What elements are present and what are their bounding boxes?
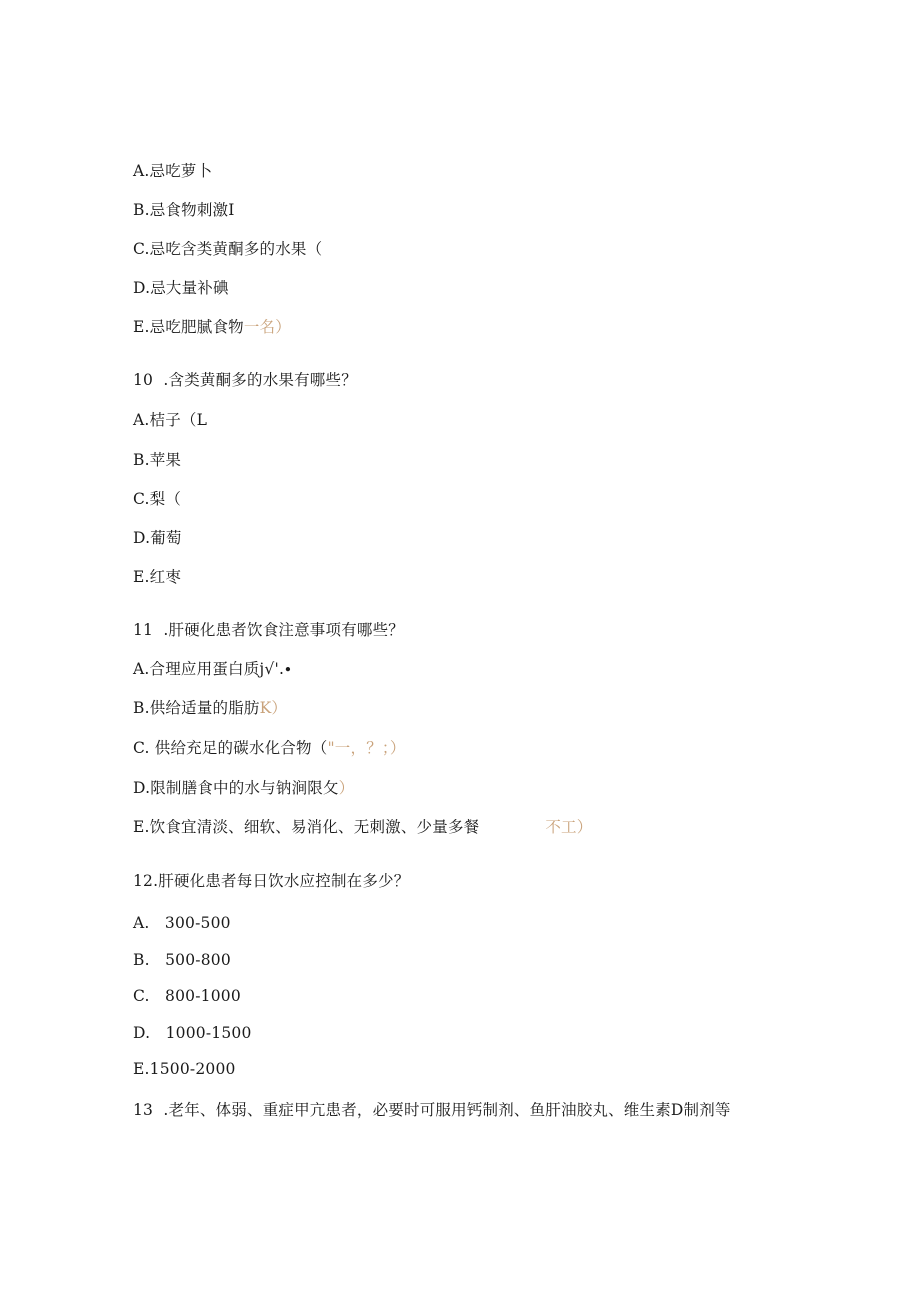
q10-option-c: C.梨（ bbox=[133, 490, 182, 508]
q11-option-c bbox=[133, 738, 406, 758]
q11-title: 11 .肝硬化患者饮食注意事项有哪些？ bbox=[133, 621, 405, 639]
q11-option-a bbox=[133, 659, 292, 679]
q11-option-d bbox=[133, 778, 354, 798]
q10-title: 10 .含类黄酮多的水果有哪些？ bbox=[133, 371, 357, 389]
handwritten-mark: K） bbox=[259, 699, 288, 717]
option-text: A.忌吃萝卜 bbox=[133, 162, 213, 180]
option-text: D.限制膳食中的水与钠涧限攵 bbox=[133, 779, 339, 797]
handwritten-mark: 不工） bbox=[545, 818, 593, 836]
option-text: B.忌食物刺激I bbox=[133, 201, 235, 219]
q11-option-e bbox=[133, 817, 592, 837]
q9-option-d bbox=[133, 278, 229, 298]
q9-option-e bbox=[133, 317, 291, 337]
q10-option-a: A.桔子（L bbox=[133, 411, 208, 429]
q9-option-a bbox=[133, 161, 212, 181]
q12-option-b: B. 500-800 bbox=[133, 951, 231, 969]
q12-option-e: E.1500-2000 bbox=[133, 1060, 236, 1078]
q13-title: 13 .老年、体弱、重症甲亢患者，必要时可服用钙制剂、鱼肝油胶丸、维生素D制剂等 bbox=[133, 1101, 731, 1119]
option-text: C.忌吃含类黄酮多的水果（ bbox=[133, 240, 323, 258]
option-text: D.忌大量补碘 bbox=[133, 279, 229, 297]
option-text: E.饮食宜清淡、细软、易消化、无刺激、少量多餐 bbox=[133, 818, 480, 836]
q10-option-b: B.苹果 bbox=[133, 451, 182, 469]
option-text: C. 供给充足的碳水化合物（ bbox=[133, 739, 328, 757]
q12-option-a: A. 300-500 bbox=[133, 914, 231, 932]
q9-option-b bbox=[133, 200, 235, 220]
q10-option-e: E.红枣 bbox=[133, 568, 182, 586]
q9-option-c bbox=[133, 239, 322, 259]
handwritten-mark: 一名） bbox=[243, 318, 291, 336]
option-text: E.忌吃肥腻食物 bbox=[133, 318, 244, 336]
q10-option-d: D.葡萄 bbox=[133, 529, 182, 547]
option-text: A.合理应用蛋白质j√'.∙ bbox=[133, 660, 292, 678]
handwritten-mark: ） bbox=[338, 779, 355, 797]
q11-option-b bbox=[133, 698, 287, 718]
option-text: B.供给适量的脂肪 bbox=[133, 699, 260, 717]
q12-title: 12.肝硬化患者每日饮水应控制在多少？ bbox=[133, 872, 410, 890]
q12-option-d: D. 1000-1500 bbox=[133, 1024, 252, 1042]
q12-option-c: C. 800-1000 bbox=[133, 987, 241, 1005]
handwritten-mark: "一，？；） bbox=[327, 739, 406, 757]
